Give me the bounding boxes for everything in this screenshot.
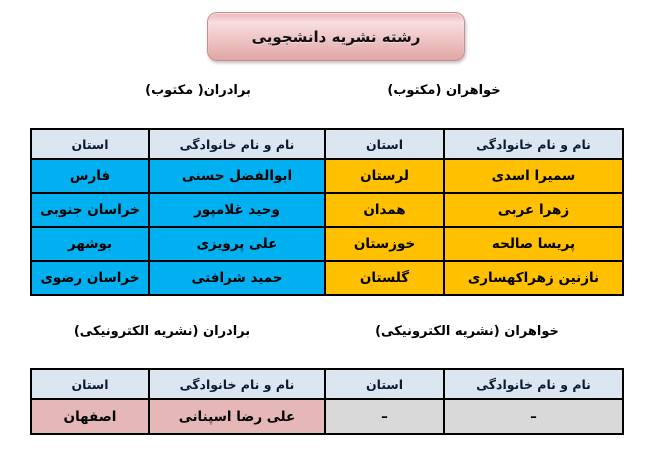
sister-province-cell: همدان [325, 193, 444, 227]
brother-name-cell: حمید شرافتی [149, 261, 325, 295]
brother-province-cell: اصفهان [31, 399, 149, 434]
col-header-brothers-name: نام و نام خانوادگی [149, 369, 325, 399]
written-results-table [30, 128, 624, 296]
title-banner [207, 12, 465, 61]
brother-name-cell: علی رضا اسپنانی [149, 399, 325, 434]
sister-name-cell: نازنین زهراکهساری [444, 261, 623, 295]
sister-province-cell: – [325, 399, 444, 434]
table-row [31, 159, 623, 193]
brother-name-cell: علی پرویزی [149, 227, 325, 261]
col-header-brothers-province: استان [31, 129, 149, 159]
section-header-sisters-electronic: خواهران (نشریه الکترونیکی) [375, 324, 559, 339]
section-header-brothers-electronic: برادران (نشریه الکترونیکی) [73, 324, 251, 339]
electronic-results-table [30, 368, 624, 435]
table-header-row [31, 129, 623, 159]
table-header-row [31, 369, 623, 399]
brother-name-cell: ابوالفضل حسنی [149, 159, 325, 193]
brother-province-cell: فارس [31, 159, 149, 193]
col-header-sisters-name: نام و نام خانوادگی [444, 129, 623, 159]
col-header-sisters-province: استان [325, 369, 444, 399]
col-header-brothers-name: نام و نام خانوادگی [149, 129, 325, 159]
brother-province-cell: خراسان جنوبی [31, 193, 149, 227]
sister-province-cell: خوزستان [325, 227, 444, 261]
col-header-brothers-province: استان [31, 369, 149, 399]
section-header-sisters-written: خواهران (مکتوب) [387, 83, 501, 98]
table-row [31, 227, 623, 261]
page-title: رشته نشریه دانشجویی [251, 27, 421, 46]
sister-name-cell: سمیرا اسدی [444, 159, 623, 193]
sister-name-cell: زهرا عربی [444, 193, 623, 227]
sister-province-cell: گلستان [325, 261, 444, 295]
brother-name-cell: وحید غلامپور [149, 193, 325, 227]
col-header-sisters-name: نام و نام خانوادگی [444, 369, 623, 399]
sister-province-cell: لرستان [325, 159, 444, 193]
table-row [31, 261, 623, 295]
section-header-brothers-written: برادران( مکتوب) [145, 83, 251, 98]
sister-name-cell: پریسا صالحه [444, 227, 623, 261]
sister-name-cell: – [444, 399, 623, 434]
col-header-sisters-province: استان [325, 129, 444, 159]
brother-province-cell: بوشهر [31, 227, 149, 261]
table-row [31, 193, 623, 227]
table-row [31, 399, 623, 434]
brother-province-cell: خراسان رضوی [31, 261, 149, 295]
